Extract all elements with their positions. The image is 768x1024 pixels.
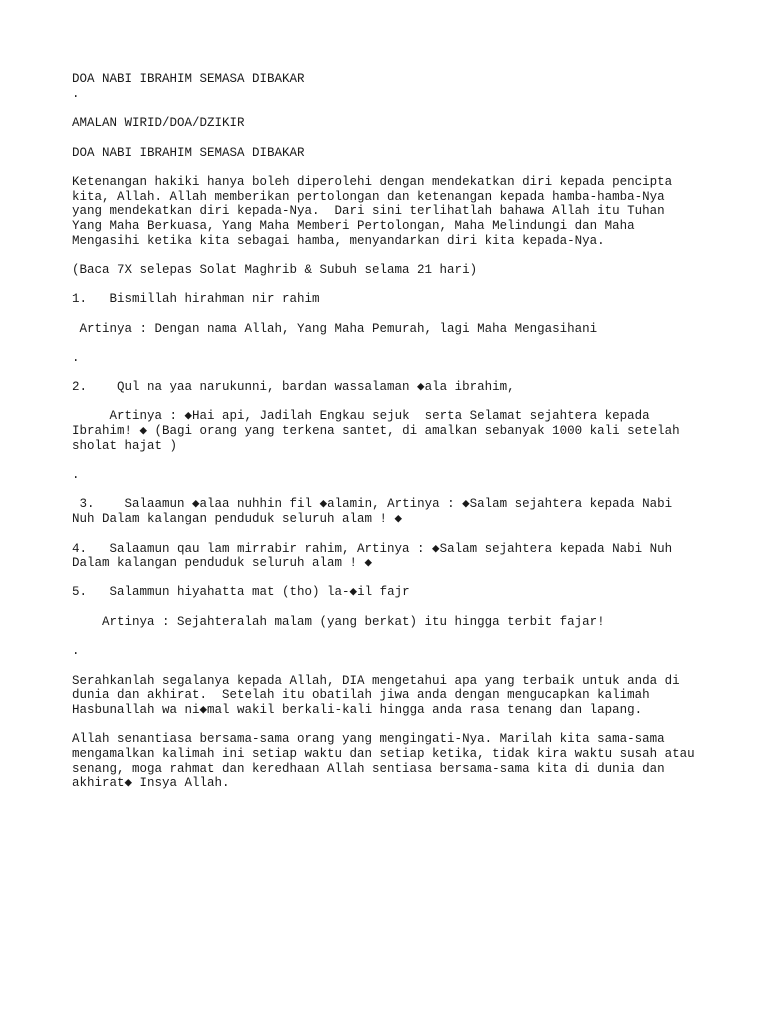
intro-paragraph-line: Yang Maha Berkuasa, Yang Maha Memberi Pertolongan, Maha Melindungi dan Maha bbox=[72, 219, 635, 233]
item-1-meaning: Artinya : Dengan nama Allah, Yang Maha Pemurah, lagi Maha Mengasihani bbox=[72, 322, 598, 336]
item-3: 3. Salaamun ◆alaa nuhhin fil ◆alamin, Artinya : ◆Salam sejahtera kepada Nabi bbox=[72, 497, 673, 511]
item-4: Dalam kalangan penduduk seluruh alam ! ◆ bbox=[72, 556, 373, 570]
intro-paragraph-line: Ketenangan hakiki hanya boleh diperolehi dengan mendekatkan diri kepada pencipta bbox=[72, 175, 673, 189]
item-2-meaning: Ibrahim! ◆ (Bagi orang yang terkena santet, di amalkan sebanyak 1000 kali setelah bbox=[72, 424, 680, 438]
closing-paragraph-line: Serahkanlah segalanya kepada Allah, DIA mengetahui apa yang terbaik untuk anda di bbox=[72, 674, 680, 688]
item-5-meaning: Artinya : Sejahteralah malam (yang berkat) itu hingga terbit fajar! bbox=[72, 615, 605, 629]
intro-paragraph-line: yang mendekatkan diri kepada-Nya. Dari sini terlihatlah bahawa Allah itu Tuhan bbox=[72, 204, 665, 218]
item-3: Nuh Dalam kalangan penduduk seluruh alam ! ◆ bbox=[72, 512, 403, 526]
document-title: DOA NABI IBRAHIM SEMASA DIBAKAR bbox=[72, 72, 305, 86]
dot-separator: . bbox=[72, 644, 80, 658]
dot-separator: . bbox=[72, 468, 80, 482]
final-paragraph-line: akhirat◆ Insya Allah. bbox=[72, 776, 230, 790]
final-paragraph-line: mengamalkan kalimah ini setiap waktu dan setiap ketika, tidak kira waktu susah atau bbox=[72, 747, 695, 761]
item-1: 1. Bismillah hirahman nir rahim bbox=[72, 292, 320, 306]
item-2-meaning: Artinya : ◆Hai api, Jadilah Engkau sejuk serta Selamat sejahtera kepada bbox=[72, 409, 650, 423]
closing-paragraph-line: dunia dan akhirat. Setelah itu obatilah jiwa anda dengan mengucapkan kalimah bbox=[72, 688, 650, 702]
item-4: 4. Salaamun qau lam mirrabir rahim, Artinya : ◆Salam sejahtera kepada Nabi Nuh bbox=[72, 542, 673, 556]
final-paragraph-line: Allah senantiasa bersama-sama orang yang mengingati-Nya. Marilah kita sama-sama bbox=[72, 732, 665, 746]
item-5: 5. Salammun hiyahatta mat (tho) la-◆il fajr bbox=[72, 585, 410, 599]
dot-separator: . bbox=[72, 351, 80, 365]
dot-separator: . bbox=[72, 87, 80, 101]
final-paragraph-line: senang, moga rahmat dan keredhaan Allah sentiasa bersama-sama kita di dunia dan bbox=[72, 762, 665, 776]
document-subtitle: DOA NABI IBRAHIM SEMASA DIBAKAR bbox=[72, 146, 305, 160]
closing-paragraph-line: Hasbunallah wa ni◆mal wakil berkali-kali hingga anda rasa tenang dan lapang. bbox=[72, 703, 643, 717]
intro-paragraph-line: Mengasihi ketika kita sebagai hamba, menyandarkan diri kita kepada-Nya. bbox=[72, 234, 605, 248]
item-2-meaning: sholat hajat ) bbox=[72, 439, 178, 453]
section-heading: AMALAN WIRID/DOA/DZIKIR bbox=[72, 116, 245, 130]
intro-paragraph-line: kita, Allah. Allah memberikan pertolongan dan ketenangan kepada hamba-hamba-Nya bbox=[72, 190, 665, 204]
item-2: 2. Qul na yaa narukunni, bardan wassalaman ◆ala ibrahim, bbox=[72, 380, 515, 394]
reading-instruction: (Baca 7X selepas Solat Maghrib & Subuh selama 21 hari) bbox=[72, 263, 478, 277]
